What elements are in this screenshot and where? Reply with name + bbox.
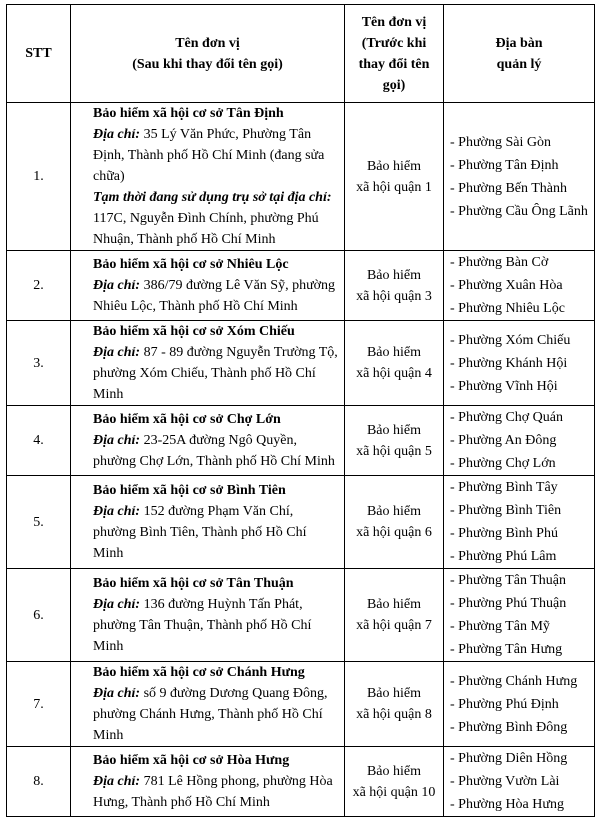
table-header-row [7, 5, 595, 103]
wards-cell [444, 747, 595, 817]
ward-item: - Phường Tân Hưng [450, 642, 563, 657]
row-stt: 2. [7, 251, 71, 321]
ward-item: - Phường Bình Phú [450, 526, 558, 541]
address-label: Địa chỉ: [93, 774, 141, 789]
old-name-cell: Bảo hiểm xã hội quận 10 [345, 747, 444, 817]
address-label: Địa chỉ: [93, 686, 141, 701]
header-stt: STT [7, 5, 71, 103]
ward-item: - Phường Bình Tiên [450, 503, 562, 518]
wards-cell [444, 662, 595, 747]
address-text: 781 Lê Hồng phong, phường Hòa Hưng, Thành phố Hồ Chí Minh [93, 774, 333, 810]
unit-address [79, 501, 338, 564]
ward-item: - Phường Bình Đông [450, 719, 568, 735]
address-label: Địa chỉ: [93, 278, 141, 293]
unit-cell [71, 103, 345, 251]
unit-name: Bảo hiểm xã hội cơ sở Hòa Hưng [93, 753, 290, 768]
ward-item: - Phường An Đông [450, 433, 557, 448]
unit-name: Bảo hiểm xã hội cơ sở Tân Định [93, 106, 284, 121]
old-name-cell: Bảo hiểm xã hội quận 7 [345, 569, 444, 662]
table-row [7, 476, 595, 569]
row-stt: 6. [7, 569, 71, 662]
row-stt: 8. [7, 747, 71, 817]
unit-address [79, 594, 338, 657]
unit-cell [71, 321, 345, 406]
ward-item: - Phường Xuân Hòa [450, 278, 563, 293]
address-label: Địa chỉ: [93, 504, 141, 519]
address-text: 87 - 89 đường Nguyễn Trường Tộ, phường Xóm Chiếu, Thành phố Hồ Chí Minh [93, 345, 338, 402]
old-name-cell: Bảo hiểm xã hội quận 3 [345, 251, 444, 321]
ward-item: - Phường Tân Thuận [450, 573, 566, 588]
unit-cell [71, 406, 345, 476]
ward-item: - Phường Phú Lâm [450, 549, 557, 564]
header-new-name: Tên đơn vị (Sau khi thay đổi tên gọi) [71, 5, 345, 103]
unit-name: Bảo hiểm xã hội cơ sở Chánh Hưng [93, 665, 305, 680]
ward-item: - Phường Bàn Cờ [450, 255, 549, 270]
wards-cell [444, 476, 595, 569]
ward-item: - Phường Tân Định [450, 157, 559, 173]
ward-item: - Phường Nhiêu Lộc [450, 301, 565, 316]
row-stt: 3. [7, 321, 71, 406]
table-row [7, 747, 595, 817]
table-row [7, 662, 595, 747]
ward-item: - Phường Bến Thành [450, 180, 568, 196]
address-text: số 9 đường Dương Quang Đông, phường Chánh Hưng, Thành phố Hồ Chí Minh [93, 686, 328, 743]
header-area: Địa bàn quản lý [444, 5, 595, 103]
ward-item: - Phường Chánh Hưng [450, 673, 578, 689]
table-row [7, 103, 595, 251]
unit-name: Bảo hiểm xã hội cơ sở Bình Tiên [93, 483, 286, 498]
unit-address [79, 275, 338, 317]
ward-item: - Phường Phú Thuận [450, 596, 567, 611]
header-old-name: Tên đơn vị (Trước khi thay đổi tên gọi) [345, 5, 444, 103]
ward-item: - Phường Tân Mỹ [450, 619, 550, 634]
ward-item: - Phường Bình Tây [450, 480, 558, 495]
table-row [7, 406, 595, 476]
ward-item: - Phường Chợ Lớn [450, 456, 556, 471]
address-label: Địa chỉ: [93, 127, 141, 142]
temp-address-label: Tạm thời đang sử dụng trụ sở tại địa chỉ: [93, 190, 332, 205]
unit-temp-address [79, 187, 338, 250]
old-name-cell: Bảo hiểm xã hội quận 6 [345, 476, 444, 569]
unit-address [79, 683, 338, 746]
unit-address [79, 342, 338, 405]
ward-item: - Phường Cầu Ông Lãnh [450, 203, 588, 219]
address-label: Địa chỉ: [93, 597, 141, 612]
address-text: 35 Lý Văn Phức, Phường Tân Định, Thành phố Hồ Chí Minh (đang sửa chữa) [93, 127, 325, 184]
unit-name: Bảo hiểm xã hội cơ sở Chợ Lớn [93, 412, 281, 427]
units-table [6, 4, 595, 817]
address-text: 136 đường Huỳnh Tấn Phát, phường Tân Thuận, Thành phố Hồ Chí Minh [93, 597, 312, 654]
ward-item: - Phường Sài Gòn [450, 134, 551, 150]
row-stt: 7. [7, 662, 71, 747]
wards-cell [444, 251, 595, 321]
address-text: 152 đường Phạm Văn Chí, phường Bình Tiên, Thành phố Hồ Chí Minh [93, 504, 307, 561]
old-name-cell: Bảo hiểm xã hội quận 1 [345, 103, 444, 251]
address-label: Địa chỉ: [93, 345, 141, 360]
row-stt: 1. [7, 103, 71, 251]
row-stt: 5. [7, 476, 71, 569]
address-text: 23-25A đường Ngô Quyền, phường Chợ Lớn, Thành phố Hồ Chí Minh [93, 433, 335, 469]
old-name-cell: Bảo hiểm xã hội quận 4 [345, 321, 444, 406]
unit-name: Bảo hiểm xã hội cơ sở Tân Thuận [93, 576, 294, 591]
unit-address [79, 430, 338, 472]
ward-item: - Phường Vườn Lài [450, 774, 560, 789]
table-row [7, 251, 595, 321]
ward-item: - Phường Xóm Chiếu [450, 332, 571, 348]
wards-cell [444, 103, 595, 251]
old-name-cell: Bảo hiểm xã hội quận 8 [345, 662, 444, 747]
unit-cell [71, 476, 345, 569]
unit-name: Bảo hiểm xã hội cơ sở Xóm Chiếu [93, 324, 295, 339]
address-text: 386/79 đường Lê Văn Sỹ, phường Nhiêu Lộc, Thành phố Hồ Chí Minh [93, 278, 336, 314]
unit-cell [71, 251, 345, 321]
wards-cell [444, 406, 595, 476]
table-row [7, 569, 595, 662]
unit-cell [71, 569, 345, 662]
wards-cell [444, 321, 595, 406]
row-stt: 4. [7, 406, 71, 476]
unit-cell [71, 747, 345, 817]
ward-item: - Phường Chợ Quán [450, 410, 564, 425]
ward-item: - Phường Khánh Hội [450, 355, 568, 371]
temp-address-text: 117C, Nguyễn Đình Chính, phường Phú Nhuận, Thành phố Hồ Chí Minh [93, 211, 319, 247]
wards-cell [444, 569, 595, 662]
table-body [7, 103, 595, 817]
old-name-cell: Bảo hiểm xã hội quận 5 [345, 406, 444, 476]
address-label: Địa chỉ: [93, 433, 141, 448]
ward-item: - Phường Vĩnh Hội [450, 378, 558, 394]
ward-item: - Phường Diên Hồng [450, 751, 568, 766]
ward-item: - Phường Phú Định [450, 696, 559, 712]
ward-item: - Phường Hòa Hưng [450, 797, 564, 812]
unit-address [79, 771, 338, 813]
unit-cell [71, 662, 345, 747]
table-row [7, 321, 595, 406]
unit-name: Bảo hiểm xã hội cơ sở Nhiêu Lộc [93, 257, 289, 272]
unit-address [79, 124, 338, 187]
